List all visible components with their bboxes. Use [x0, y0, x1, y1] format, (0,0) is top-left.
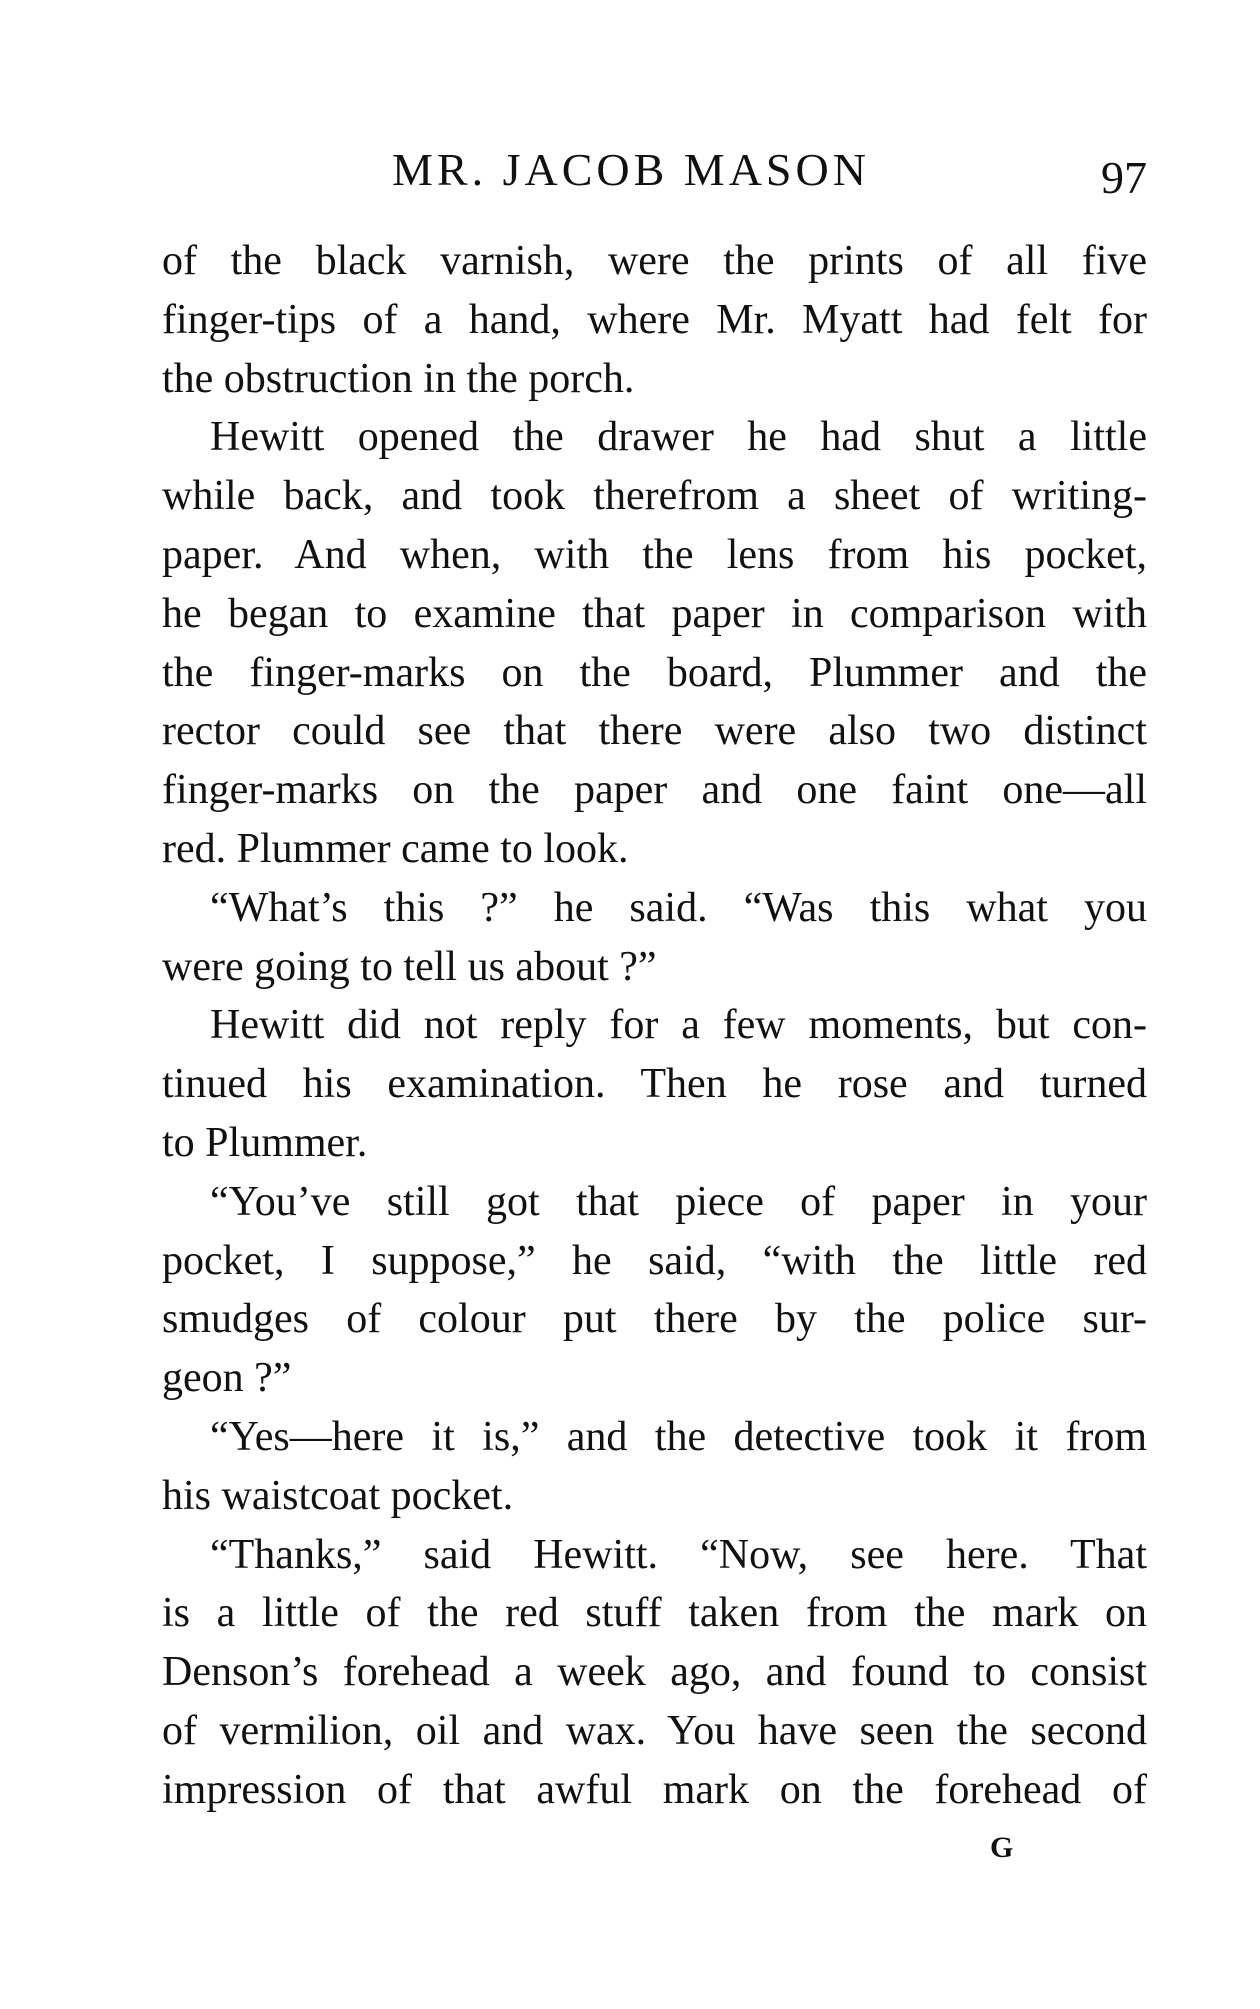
- text-line: Denson’s forehead a week ago, and found to consist: [162, 1649, 1147, 1696]
- running-title: MR. JACOB MASON: [392, 144, 870, 195]
- text-line: “Thanks,” said Hewitt. “Now, see here. That: [210, 1531, 1147, 1578]
- text-line: to Plummer.: [162, 1119, 368, 1166]
- text-line: were going to tell us about ?”: [162, 943, 657, 990]
- text-line: the obstruction in the porch.: [162, 355, 635, 402]
- text-line: finger-tips of a hand, where Mr. Myatt had felt for: [162, 296, 1147, 343]
- text-line: his waistcoat pocket.: [162, 1472, 514, 1519]
- text-line: tinued his examination. Then he rose and turned: [162, 1061, 1147, 1108]
- text-line: the finger-marks on the board, Plummer and the: [162, 649, 1147, 696]
- text-line: while back, and took therefrom a sheet of writing-: [162, 473, 1147, 520]
- text-line: smudges of colour put there by the police sur-: [162, 1296, 1147, 1343]
- body-text: [162, 232, 1147, 1820]
- text-line: “What’s this ?” he said. “Was this what you: [210, 884, 1147, 931]
- text-line: “Yes—here it is,” and the detective took it from: [210, 1413, 1147, 1460]
- text-line: is a little of the red stuff taken from the mark on: [162, 1590, 1147, 1637]
- text-line: rector could see that there were also two distinct: [162, 708, 1147, 755]
- page-number: 97: [1101, 152, 1147, 203]
- text-line: Hewitt opened the drawer he had shut a little: [210, 414, 1147, 461]
- text-line: Hewitt did not reply for a few moments, but con-: [210, 1002, 1147, 1049]
- text-line: red. Plummer came to look.: [162, 825, 629, 872]
- text-line: he began to examine that paper in comparison with: [162, 590, 1147, 637]
- running-head: [162, 140, 1147, 210]
- text-line: pocket, I suppose,” he said, “with the little red: [162, 1237, 1147, 1284]
- text-line: finger-marks on the paper and one faint one—all: [162, 767, 1147, 814]
- text-line: paper. And when, with the lens from his pocket,: [162, 531, 1147, 578]
- text-line: of vermilion, oil and wax. You have seen the second: [162, 1707, 1147, 1754]
- text-line: “You’ve still got that piece of paper in your: [210, 1178, 1147, 1225]
- text-line: of the black varnish, were the prints of all five: [162, 238, 1147, 284]
- text-line: impression of that awful mark on the forehead of: [162, 1766, 1147, 1813]
- signature-mark: G: [990, 1831, 1014, 1864]
- text-line: geon ?”: [162, 1355, 292, 1402]
